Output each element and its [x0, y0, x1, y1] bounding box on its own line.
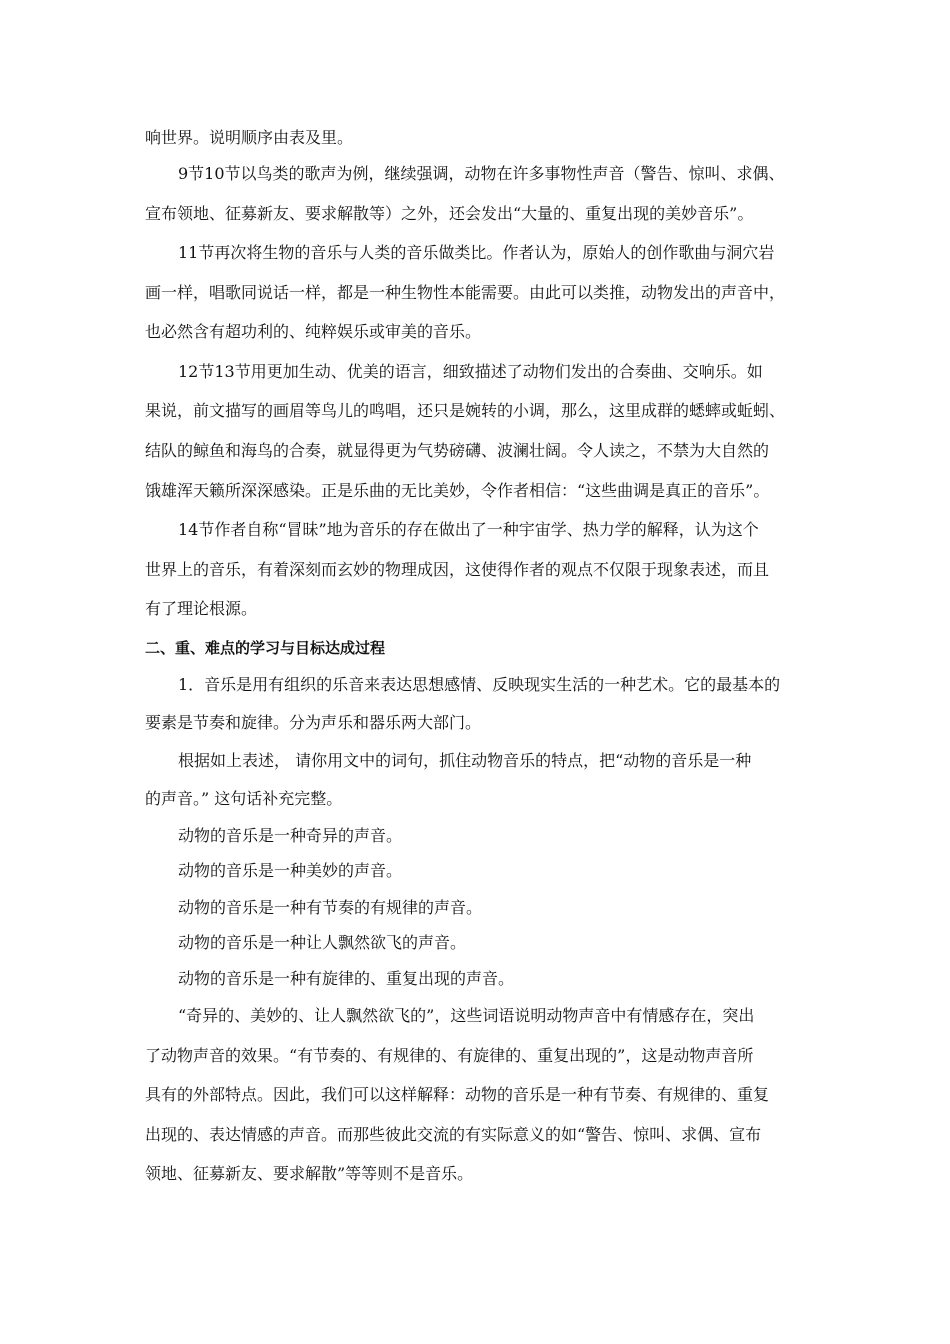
- text-line: 要素是节奏和旋律。分为声乐和器乐两大部门。: [145, 713, 482, 732]
- text-line: 11节再次将生物的音乐与人类的音乐做类比。作者认为，原始人的创作歌曲与洞穴岩: [178, 243, 775, 262]
- text-line: 具有的外部特点。因此，我们可以这样解释：动物的音乐是一种有节奏、有规律的、重复: [145, 1085, 770, 1104]
- text-line: 响世界。说明顺序由表及里。: [145, 128, 354, 147]
- text-line: 世界上的音乐，有着深刻而玄妙的物理成因，这使得作者的观点不仅限于现象表述，而且: [145, 560, 770, 579]
- text-line: “奇异的、美妙的、让人飘然欲飞的”，这些词语说明动物声音中有情感存在，突出: [178, 1006, 755, 1025]
- text-line: 动物的音乐是一种美妙的声音。: [178, 861, 403, 880]
- text-line: 动物的音乐是一种有旋律的、重复出现的声音。: [178, 969, 515, 988]
- text-line: 动物的音乐是一种有节奏的有规律的声音。: [178, 898, 483, 917]
- text-line: 了动物声音的效果。“有节奏的、有规律的、有旋律的、重复出现的”，这是动物声音所: [145, 1046, 754, 1065]
- text-line: 动物的音乐是一种让人飘然欲飞的声音。: [178, 933, 467, 952]
- text-line: 也必然含有超功利的、纯粹娱乐或审美的音乐。: [145, 322, 482, 341]
- text-line: 14节作者自称“冒昧”地为音乐的存在做出了一种宇宙学、热力学的解释，认为这个: [178, 520, 759, 539]
- text-line: 饿雄浑天籁所深深感染。正是乐曲的无比美妙，令作者相信：“这些曲调是真正的音乐”。: [145, 481, 770, 500]
- section-heading: 二、重、难点的学习与目标达成过程: [145, 639, 386, 657]
- text-line: 9节10节以鸟类的歌声为例，继续强调，动物在许多事物性声音（警告、惊叫、求偶、: [178, 164, 785, 183]
- text-line: 宣布领地、征募新友、要求解散等）之外，还会发出“大量的、重复出现的美妙音乐”。: [145, 204, 754, 223]
- text-line: 动物的音乐是一种奇异的声音。: [178, 826, 403, 845]
- text-line: 的声音。” 这句话补充完整。: [145, 789, 343, 808]
- text-line: 1．音乐是用有组织的乐音来表达思想感情、反映现实生活的一种艺术。它的最基本的: [178, 675, 781, 694]
- text-line: 有了理论根源。: [145, 599, 258, 618]
- text-line: 画一样，唱歌同说话一样，都是一种生物性本能需要。由此可以类推，动物发出的声音中，: [145, 283, 786, 302]
- text-line: 结队的鲸鱼和海鸟的合奏，就显得更为气势磅礴、波澜壮阔。令人读之，不禁为大自然的: [145, 441, 770, 460]
- text-line: 果说，前文描写的画眉等鸟儿的鸣唱，还只是婉转的小调，那么，这里成群的蟋蟀或蚯蚓、: [145, 401, 786, 420]
- text-line: 出现的、表达情感的声音。而那些彼此交流的有实际意义的如“警告、惊叫、求偶、宣布: [145, 1125, 762, 1144]
- text-line: 根据如上表述， 请你用文中的词句，抓住动物音乐的特点，把“动物的音乐是一种: [178, 751, 752, 770]
- text-line: 领地、征募新友、要求解散”等等则不是音乐。: [145, 1164, 474, 1183]
- text-line: 12节13节用更加生动、优美的语言，细致描述了动物们发出的合奏曲、交响乐。如: [178, 362, 763, 381]
